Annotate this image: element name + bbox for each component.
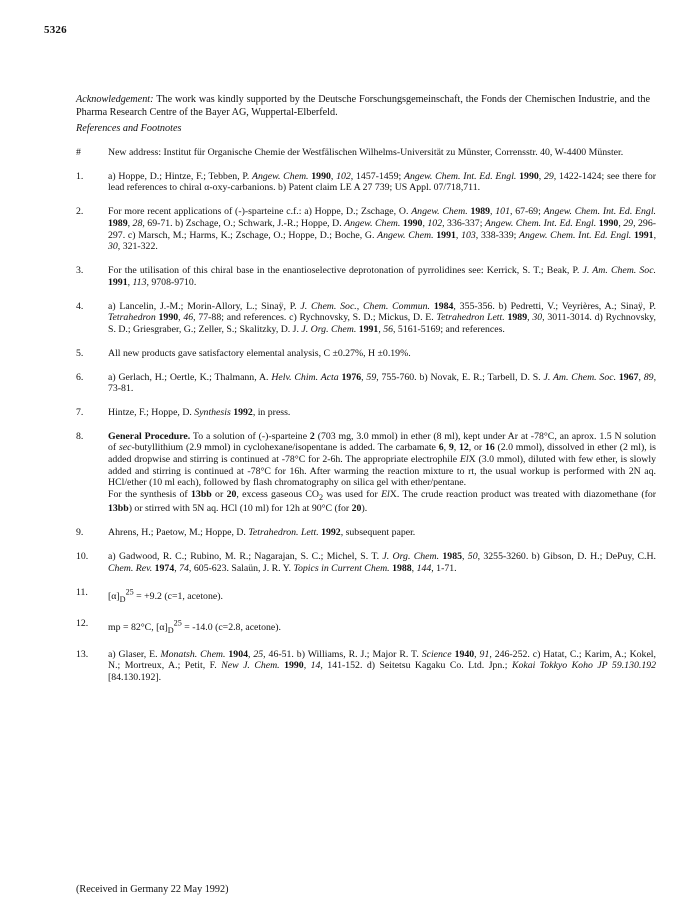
reference-item xyxy=(76,618,656,637)
reference-number: 9. xyxy=(76,527,84,539)
reference-number: 8. xyxy=(76,430,84,442)
reference-text: a) Glaser, E. Monatsh. Chem. 1904, 25, 46-51. b) Williams, R. J.; Major R. T. Science 1940, 91, 246-252. c) Hatat, C.; Karim, A.; Kokel, N.; Mortreux, A.; Petit, F. New J. Chem. 1990, 14, 141-152. d) Seitetsu Kagaku Co. Ltd. Jpn.; Kokai Tokkyo Koho JP 59.130.192 [84.130.192]. xyxy=(108,648,657,684)
reference-item xyxy=(76,206,656,252)
reference-number: 13. xyxy=(76,648,89,660)
reference-number: 6. xyxy=(76,371,84,383)
reference-item xyxy=(76,649,656,684)
reference-text: Ahrens, H.; Paetow, M.; Hoppe, D. Tetrahedron. Lett. 1992, subsequent paper. xyxy=(108,527,416,539)
reference-text: mp = 82°C, $[\alpha]_D^{25} = -14.0$ (c=2.8, acetone). xyxy=(108,618,281,635)
reference-item xyxy=(76,265,656,288)
reference-text: a) Gadwood, R. C.; Rubino, M. R.; Nagarajan, S. C.; Michel, S. T. J. Org. Chem. 1985, 50, 3255-3260. b) Gibson, D. H.; DePuy, C.H. Chem. Rev. 1974, 74, 605-623. Salaün, J. R. Y. Topics in Current Chem. 1988, 144, 1-71. xyxy=(108,551,657,574)
reference-item xyxy=(76,587,656,606)
reference-text: $[\alpha]_D^{25} = +9.2$ (c=1, acetone). xyxy=(108,587,223,604)
reference-number: 4. xyxy=(76,300,84,312)
reference-item xyxy=(76,431,656,515)
reference-text: a) Hoppe, D.; Hintze, F.; Tebben, P. Angew. Chem. 1990, 102, 1457-1459; Angew. Chem. Int. Ed. Engl. 1990, 29, 1422-1424; see there for lead references to chiral α-oxy-carbanions. b) Patent claim LE A 27 739; US Appl. 07/718,711. xyxy=(108,170,657,194)
reference-text: All new products gave satisfactory elemental analysis, C ±0.27%, H ±0.19%. xyxy=(108,347,411,359)
acknowledgement xyxy=(76,93,650,119)
reference-number: 10. xyxy=(76,551,89,563)
reference-item xyxy=(76,551,656,574)
references-heading: References and Footnotes xyxy=(76,123,182,134)
reference-number: 12. xyxy=(76,617,89,629)
reference-list xyxy=(76,147,656,696)
acknowledgement-label: Acknowledgement: xyxy=(76,94,154,105)
reference-item xyxy=(76,407,656,419)
page-number: 5326 xyxy=(44,24,67,36)
reference-text: Hintze, F.; Hoppe, D. Synthesis 1992, in press. xyxy=(108,406,291,418)
received-date: (Received in Germany 22 May 1992) xyxy=(76,884,229,895)
reference-number: 1. xyxy=(76,170,84,182)
reference-item xyxy=(76,527,656,539)
reference-item xyxy=(76,301,656,336)
reference-number: 11. xyxy=(76,586,88,598)
reference-text: For the utilisation of this chiral base in the enantioselective deprotonation of pyrrolidines see: Kerrick, S. T.; Beak, P. J. Am. Chem. Soc. 1991, 113, 9708-9710. xyxy=(108,265,656,288)
reference-text: New address: Institut für Organische Chemie der Westfälischen Wilhelms-Universität zu Münster, Corrensstr. 40, W-4400 Münster. xyxy=(108,147,624,158)
reference-item xyxy=(76,171,656,194)
reference-item xyxy=(76,348,656,360)
reference-text: For more recent applications of (-)-sparteine c.f.: a) Hoppe, D.; Zschage, O. Angew. Chem. 1989, 101, 67-69; Angew. Chem. Int. Ed. Engl. 1989, 28, 69-71. b) Zschage, O.; Schwark, J.-R.; Hoppe, D. Angew. Chem. 1990, 102, 336-337; Angew. Chem. Int. Ed. Engl. 1990, 29, 296-297. c) Marsch, M.; Harms, K.; Zschage, O.; Hoppe, D.; Boche, G. Angew. Chem. 1991, 103, 338-339; Angew. Chem. Int. Ed. Engl. 1991, 30, 321-322. xyxy=(108,206,657,253)
reference-text: General Procedure. To a solution of (-)-sparteine 2 (703 mg, 3.0 mmol) in ether (8 ml), kept under Ar at -78°C, an aprox. 1.5 N solution of sec-butyllithium (2.9 mmol) in cyclohexane/isopentane is added. The carbamate 6, 9, 12, or 16 (2.0 mmol), dissolved in ether (2 ml), is added dropwise and stirring is continued at -78°C for 2-6h. The appropriate electrophile ElX (3.0 mmol), diluted with few ether, is slowly added and stirring is continued at -78°C for 16h. After warming the reaction mixture to rt, the usual workup is performed with 2N aq. HCl/ether (10 ml each), followed by flash chromatography on silica gel with ether/pentane. For the synthesis of 13bb or 20, excess gaseous $CO_2$ was used for ElX. The crude reaction product was treated with diazomethane (for 13bb) or stirred with 5N aq. HCl (10 ml) for 12h at 90°C (for 20). xyxy=(108,430,657,515)
reference-number: 2. xyxy=(76,206,84,218)
reference-number: # xyxy=(76,147,81,158)
reference-number: 3. xyxy=(76,265,84,277)
reference-text: a) Gerlach, H.; Oertle, K.; Thalmann, A. Helv. Chim. Acta 1976, 59, 755-760. b) Novak, E. R.; Tarbell, D. S. J. Am. Chem. Soc. 1967, 89, 73-81. xyxy=(108,371,657,395)
reference-number: 7. xyxy=(76,406,84,418)
reference-item xyxy=(76,147,656,159)
reference-text: a) Lancelin, J.-M.; Morin-Allory, L.; Sinaÿ, P. J. Chem. Soc., Chem. Commun. 1984, 355-356. b) Pedretti, V.; Veyrières, A.; Sinaÿ, P. Tetrahedron 1990, 46, 77-88; and references. c) Rychnovsky, S. D.; Mickus, D. E. Tetrahedron Lett. 1989, 30, 3011-3014. d) Rychnovsky, S. D.; Griesgraber, G.; Zeller, S.; Skalitzky, D. J. J. Org. Chem. 1991, 56, 5161-5169; and references. xyxy=(108,300,657,335)
acknowledgement-text: The work was kindly supported by the Deutsche Forschungsgemeinschaft, the Fonds der Chemischen Industrie, and the Pharma Research Centre of the Bayer AG, Wuppertal-Elberfeld. xyxy=(76,94,650,118)
reference-number: 5. xyxy=(76,347,84,359)
reference-item xyxy=(76,372,656,395)
